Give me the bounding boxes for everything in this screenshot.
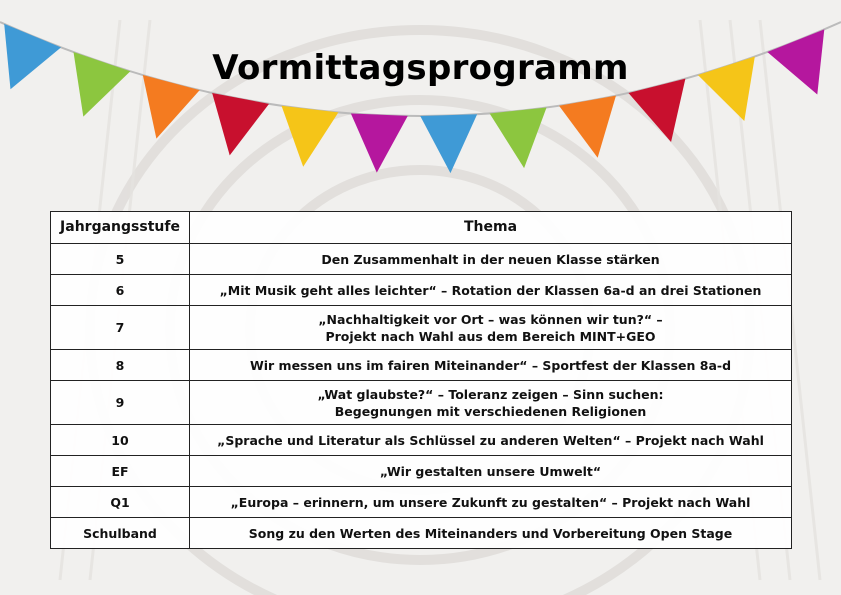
cell-jahrgangsstufe: 10: [51, 425, 190, 456]
thema-line: „Nachhaltigkeit vor Ort – was können wir tun?“ –: [318, 311, 663, 327]
thema-line: „Europa – erinnern, um unsere Zukunft zu gestalten“ – Projekt nach Wahl: [230, 494, 751, 510]
cell-jahrgangsstufe: 5: [51, 244, 190, 275]
bunting-flag: [282, 106, 339, 167]
table-row: [51, 244, 792, 275]
table-row: [51, 275, 792, 306]
cell-jahrgangsstufe: 9: [51, 381, 190, 425]
table-row: [51, 350, 792, 381]
table-row: [51, 456, 792, 487]
table-row: [51, 518, 792, 549]
table-row: [51, 487, 792, 518]
bunting-flag: [559, 96, 616, 158]
table-row: [51, 425, 792, 456]
table-row: [51, 381, 792, 425]
bunting-flag: [351, 113, 408, 172]
cell-jahrgangsstufe: EF: [51, 456, 190, 487]
table-row: [51, 306, 792, 350]
thema-line: „Wat glaubste?“ – Toleranz zeigen – Sinn suchen:: [317, 386, 664, 402]
cell-thema: [190, 487, 792, 518]
header-jahrgangsstufe: Jahrgangsstufe: [51, 212, 190, 244]
cell-thema: [190, 275, 792, 306]
cell-thema: [190, 456, 792, 487]
bunting-flag: [628, 79, 685, 142]
bunting-flag: [420, 114, 477, 173]
thema-line: „Sprache und Literatur als Schlüssel zu anderen Welten“ – Projekt nach Wahl: [217, 432, 764, 448]
cell-jahrgangsstufe: Q1: [51, 487, 190, 518]
thema-line: Begegnungen mit verschiedenen Religionen: [334, 403, 647, 419]
cell-thema: [190, 244, 792, 275]
cell-thema: [190, 381, 792, 425]
cell-thema: [190, 425, 792, 456]
header-thema: Thema: [190, 212, 792, 244]
thema-line: Den Zusammenhalt in der neuen Klasse stärken: [321, 251, 660, 267]
thema-line: „Mit Musik geht alles leichter“ – Rotation der Klassen 6a-d an drei Stationen: [219, 282, 762, 298]
table-header-row: [51, 212, 792, 244]
cell-thema: [190, 350, 792, 381]
thema-line: Wir messen uns im fairen Miteinander“ – Sportfest der Klassen 8a-d: [249, 357, 732, 373]
bunting-garland: [0, 0, 841, 210]
cell-jahrgangsstufe: 8: [51, 350, 190, 381]
cell-thema: [190, 306, 792, 350]
thema-line: Projekt nach Wahl aus dem Bereich MINT+GEO: [325, 328, 656, 344]
cell-jahrgangsstufe: 6: [51, 275, 190, 306]
thema-line: Song zu den Werten des Miteinanders und Vorbereitung Open Stage: [248, 525, 733, 541]
program-table: [50, 211, 792, 549]
thema-line: „Wir gestalten unsere Umwelt“: [379, 463, 602, 479]
cell-jahrgangsstufe: Schulband: [51, 518, 190, 549]
bunting-flag: [212, 93, 269, 155]
page-title: Vormittagsprogramm: [212, 48, 629, 88]
cell-jahrgangsstufe: 7: [51, 306, 190, 350]
bunting-flag: [490, 108, 547, 169]
cell-thema: [190, 518, 792, 549]
